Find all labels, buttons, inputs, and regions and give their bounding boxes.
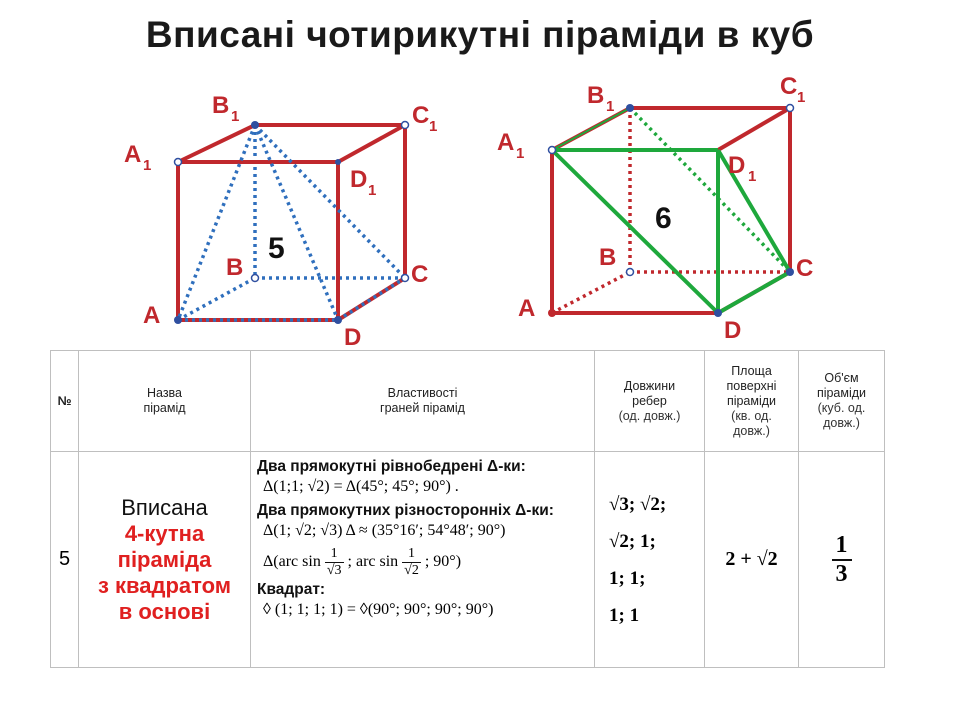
surface-area: 2 + √2 bbox=[705, 452, 799, 668]
face-properties: Два прямокутні рівнобедрені Δ-ки: Δ(1;1; √2) = Δ(45°; 45°; 90°) . Два прямокутних різносторонніх Δ-ки: Δ(1; √2; √3) Δ ≈ (35°16′; 54°48′; 90°) Δ(arc sin $\frac{1}{√3}$ ; arc sin $\frac{1}{√2}$ ; 90°) Квадрат: ◊ (1; 1; 1; 1) = ◊(90°; 90°; 90°; 90°) bbox=[251, 452, 595, 668]
page-title: Вписані чотирикутні піраміди в куб bbox=[145, 14, 815, 55]
label-C-right: C bbox=[796, 255, 814, 282]
label-B-right: B bbox=[599, 244, 617, 271]
header-name: Назва пірамід bbox=[79, 351, 251, 452]
svg-text:1: 1 bbox=[748, 168, 757, 185]
label-B1-left: B bbox=[212, 92, 230, 119]
header-edges: Довжини ребер (од. довж.) bbox=[595, 351, 705, 452]
cube-figures bbox=[0, 70, 960, 360]
svg-text:1: 1 bbox=[516, 145, 525, 162]
label-D1-right: D bbox=[728, 152, 746, 179]
label-D1-left: D bbox=[350, 166, 368, 193]
table-header-row bbox=[51, 351, 885, 452]
svg-text:1: 1 bbox=[606, 98, 615, 115]
header-volume: Об'єм піраміди (куб. од. довж.) bbox=[799, 351, 885, 452]
svg-text:1: 1 bbox=[368, 182, 377, 199]
cube-left bbox=[124, 92, 437, 351]
label-C1-left: C bbox=[412, 102, 430, 129]
label-B1-right: B bbox=[587, 82, 605, 109]
label-A-right: A bbox=[518, 295, 536, 322]
svg-text:1: 1 bbox=[797, 89, 806, 106]
table-row bbox=[51, 452, 885, 668]
figure-number-6: 6 bbox=[655, 202, 672, 235]
figure-number-5: 5 bbox=[268, 232, 285, 265]
pyramid-5-edges bbox=[178, 125, 405, 320]
pyramid-name: Вписана 4-кутна піраміда з квадратом в основі bbox=[79, 452, 251, 668]
header-area: Площа поверхні піраміди (кв. од. довж.) bbox=[705, 351, 799, 452]
label-C-left: C bbox=[411, 261, 429, 288]
volume: $\frac{1}{3}$ bbox=[799, 452, 885, 668]
svg-text:1: 1 bbox=[231, 108, 240, 125]
cube-right bbox=[497, 73, 813, 344]
edge-lengths: √3; √2; √2; 1; 1; 1; 1; 1 bbox=[595, 452, 705, 668]
label-A1-left: A bbox=[124, 141, 142, 168]
svg-text:1: 1 bbox=[143, 157, 152, 174]
header-num: № bbox=[51, 351, 79, 452]
label-A1-right: A bbox=[497, 129, 515, 156]
label-B-left: B bbox=[226, 254, 244, 281]
row-number: 5 bbox=[51, 452, 79, 668]
label-C1-right: C bbox=[780, 73, 798, 100]
pyramid-table bbox=[50, 350, 885, 668]
header-props: Властивості граней пірамід bbox=[251, 351, 595, 452]
label-A-left: A bbox=[143, 302, 161, 329]
label-D-left: D bbox=[344, 324, 362, 351]
svg-text:1: 1 bbox=[429, 118, 438, 135]
label-D-right: D bbox=[724, 317, 742, 344]
